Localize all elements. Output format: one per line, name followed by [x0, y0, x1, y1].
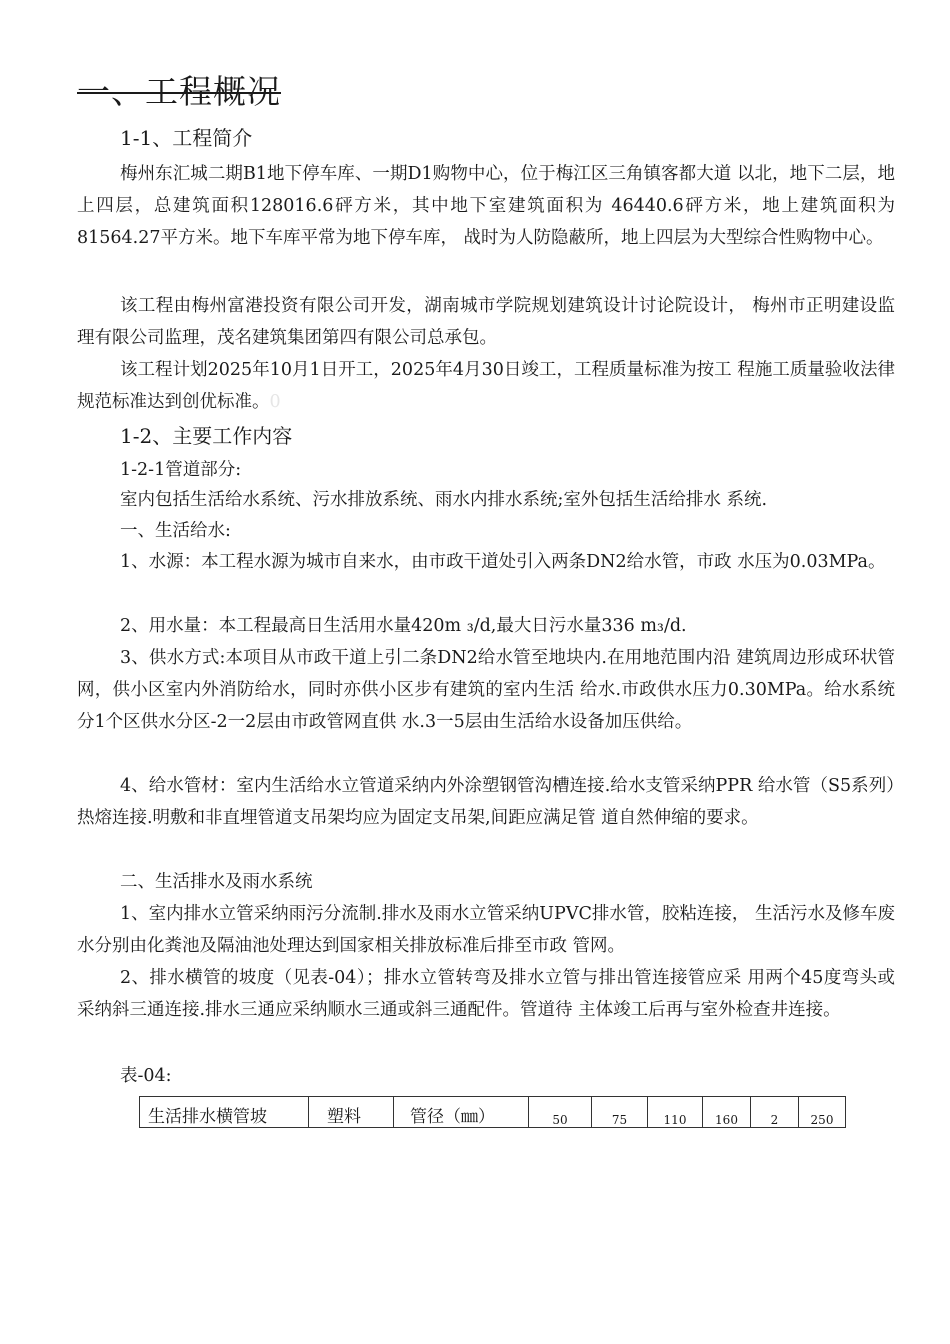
drainage-paragraph-2: 2、排水横管的坡度（见表-04）；排水立管转弯及排水立管与排出管连接管应采 用两个45度弯头或采纳斜三通连接.排水三通应采纳顺水三通或斜三通配件。管道待 主体竣工后再与室外检查井连接。: [77, 968, 895, 1020]
table-cell-diameter-label: 管径（㎜）: [394, 1097, 529, 1128]
project-location-paragraph: 梅州东汇城二期B1地下停车库、一期D1购物中心，位于梅江区三角镇客都大道 以北，地下二层，地上四层，总建筑面积128016.6砰方米，其中地下室建筑面积为 46440.6砰方米，地上建筑面积为81564.27平方米。地下车库平常为地下停车库， 战时为人防隐蔽所，地上四层为大型综合性购物中心。: [77, 164, 895, 248]
table-row: [140, 1097, 846, 1128]
table-label: 表-04:: [120, 1066, 172, 1086]
table-cell-material: 塑料: [309, 1097, 394, 1128]
table-cell-value: 250: [799, 1097, 846, 1128]
faint-mark: 0: [269, 392, 281, 412]
water-usage-paragraph: 2、用水量：本工程最高日生活用水量420m ₃/d,最大日污水量336 m₃/d.: [120, 616, 687, 636]
water-supply-title: 一、生活给水:: [120, 521, 231, 541]
table-cell-name: 生活排水横管坡: [140, 1097, 309, 1128]
table-cell-value: 2: [751, 1097, 799, 1128]
drainage-title: 二、生活排水及雨水系统: [120, 872, 313, 892]
slope-table: [139, 1096, 846, 1128]
pipe-section-title: 1-2-1管道部分:: [120, 460, 242, 480]
supply-method-paragraph: 3、供水方式:本项目从市政干道上引二条DN2给水管至地块内.在用地范围内沿 建筑周边形成环状管网，供小区室内外消防给水，同时亦供小区步有建筑的室内生活 给水.市政供水压力0.30MPa。给水系统分1个区供水分区-2一2层由市政管网直供 水.3一5层由生活给水设备加压供给。: [77, 648, 895, 732]
table-cell-value: 75: [592, 1097, 648, 1128]
supply-pipe-material-paragraph: 4、给水管材：室内生活给水立管道采纳内外涂塑钢管沟槽连接.给水支管采纳PPR 给水管（S5系列）热熔连接.明敷和非直埋管道支吊架均应为固定支吊架,间距应满足管 道自然伸缩的要求。: [77, 776, 895, 828]
subsection-title-1-1: 1-1、工程简介: [120, 126, 253, 150]
table-cell-value: 160: [703, 1097, 751, 1128]
section-heading: 一、工程概况: [77, 72, 281, 111]
water-source-paragraph: 1、水源：本工程水源为城市自来水，由市政干道处引入两条DN2给水管，市政 水压为0.03MPa。: [120, 552, 886, 572]
scope-line: 室内包括生活给水系统、污水排放系统、雨水内排水系统;室外包括生活给排水 系统.: [120, 490, 768, 510]
drainage-paragraph-1: 1、室内排水立管采纳雨污分流制.排水及雨水立管采纳UPVC排水管，胶粘连接， 生活污水及修车废水分别由化粪池及隔油池处理达到国家相关排放标准后排至市政 管网。: [77, 904, 895, 956]
table-cell-value: 50: [529, 1097, 592, 1128]
project-parties-paragraph: 该工程由梅州富港投资有限公司开发，湖南城市学院规划建筑设计讨论院设计， 梅州市正明建设监理有限公司监理，茂名建筑集团第四有限公司总承包。: [77, 296, 895, 348]
project-schedule-paragraph: [77, 354, 895, 418]
table-cell-value: 110: [648, 1097, 703, 1128]
subsection-title-1-2: 1-2、主要工作内容: [120, 424, 293, 448]
schedule-text: 该工程计划2025年10月1日开工，2025年4月30日竣工，工程质量标准为按工 程施工质量验收法律规范标准达到创优标准。: [77, 360, 895, 412]
